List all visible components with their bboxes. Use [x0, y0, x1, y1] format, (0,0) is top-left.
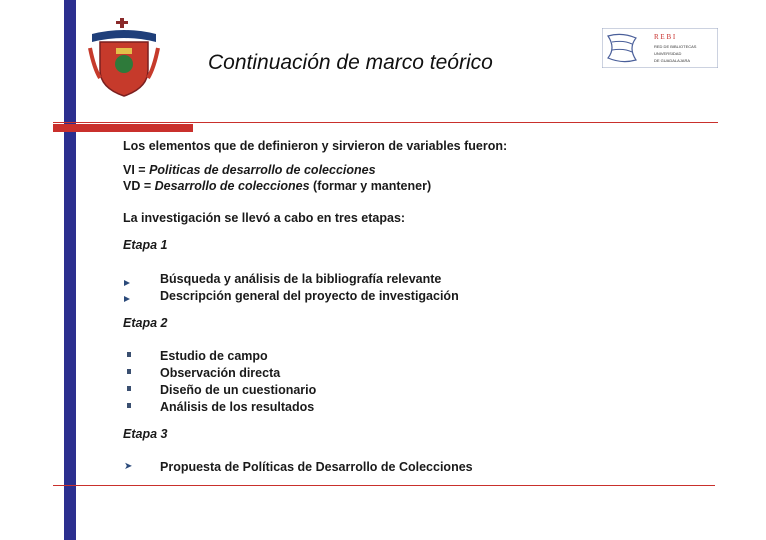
rebiu-line-2: UNIVERSIDAD: [654, 51, 682, 56]
footer-divider: [53, 485, 715, 486]
stage2-item-2: Observación directa: [160, 366, 281, 380]
chevron-bullet-icon: ➤: [124, 461, 133, 472]
intro-text: Los elementos que de definieron y sirvieron de variables fueron:: [123, 139, 508, 153]
arrow-bullet-icon: [124, 296, 130, 302]
rebiu-letters: R E B I: [654, 33, 676, 41]
stage3-title: Etapa 3: [123, 427, 168, 441]
stage2-item-4: Análisis de los resultados: [160, 400, 315, 414]
stage1-item-2: Descripción general del proyecto de investigación: [160, 289, 459, 303]
vi-text: Politicas de desarrollo de colecciones: [149, 163, 376, 177]
university-crest-logo: [86, 18, 162, 98]
vd-line: [123, 178, 431, 195]
stage2-item-3: Diseño de un cuestionario: [160, 383, 317, 397]
slide-title: Continuación de marco teórico: [208, 51, 493, 74]
stage2-item-1: Estudio de campo: [160, 349, 268, 363]
square-bullet-icon: [127, 369, 131, 374]
stage1-title: Etapa 1: [123, 238, 168, 252]
vd-prefix: VD =: [123, 179, 155, 193]
stage1-item-1: Búsqueda y análisis de la bibliografía relevante: [160, 272, 442, 286]
square-bullet-icon: [127, 386, 131, 391]
vd-text-italic: Desarrollo de colecciones: [154, 179, 310, 193]
vi-line: [123, 162, 376, 179]
stage3-item-1: Propuesta de Políticas de Desarrollo de Colecciones: [160, 460, 473, 474]
vi-prefix: VI =: [123, 163, 150, 177]
rebiu-line-3: DE GUADALAJARA: [654, 58, 691, 63]
square-bullet-icon: [127, 352, 131, 357]
rebiu-logo: [602, 28, 718, 68]
vd-text-rest: (formar y mantener): [309, 179, 432, 193]
stages-intro: La investigación se llevó a cabo en tres etapas:: [123, 211, 406, 225]
red-accent-rule: [53, 124, 193, 132]
square-bullet-icon: [127, 403, 131, 408]
header-divider: [53, 122, 718, 123]
arrow-bullet-icon: [124, 280, 130, 286]
vertical-accent-bar: [64, 0, 76, 540]
stage2-title: Etapa 2: [123, 316, 168, 330]
rebiu-line-1: RED DE BIBLIOTECAS: [654, 44, 697, 49]
